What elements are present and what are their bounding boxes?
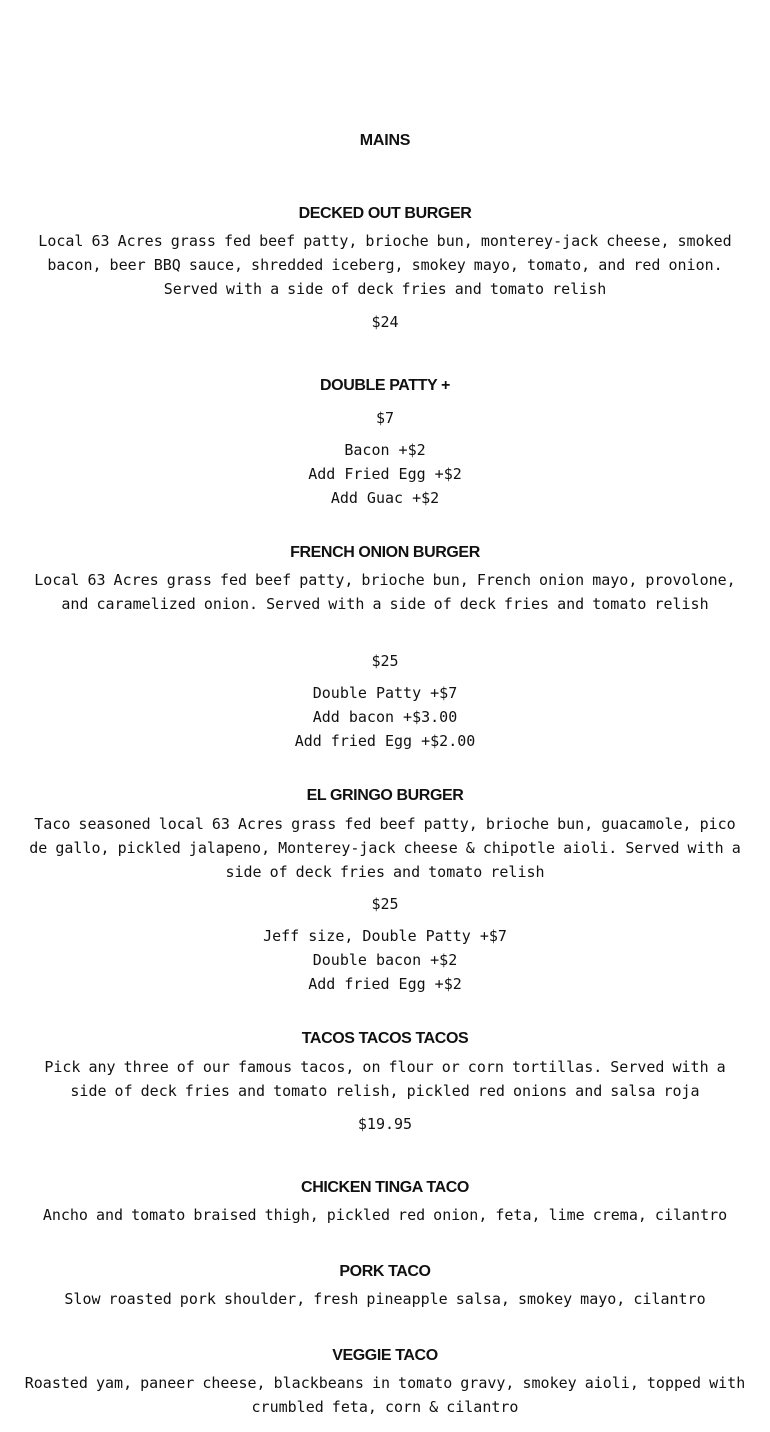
addon-line: Double Patty +$7: [312, 684, 458, 702]
item-description-decked-out-burger: Local 63 Acres grass fed beef patty, brioche bun, monterey-jack cheese, smoked bacon, beer BBQ sauce, shredded iceberg, smokey mayo, tomato, and red onion. Served with a side of deck fries and tomato relish: [38, 232, 732, 298]
item-price-french-onion-burger: $25: [371, 652, 399, 670]
addon-line: Double bacon +$2: [312, 951, 458, 969]
section-title: MAINS: [359, 132, 411, 149]
item-description-chicken-tinga-taco: Ancho and tomato braised thigh, pickled red onion, feta, lime crema, cilantro: [42, 1206, 728, 1224]
item-price-double-patty: $7: [375, 409, 395, 427]
addon-line: Add fried Egg +$2.00: [294, 732, 476, 750]
item-description-veggie-taco: Roasted yam, paneer cheese, blackbeans in tomato gravy, smokey aioli, topped with crumbled feta, corn & cilantro: [24, 1374, 746, 1416]
addon-line: Add Fried Egg +$2: [308, 465, 462, 483]
addon-line: Add Guac +$2: [330, 489, 440, 507]
item-title-chicken-tinga-taco: CHICKEN TINGA TACO: [301, 1179, 469, 1196]
item-title-double-patty: DOUBLE PATTY +: [320, 377, 450, 394]
item-price-el-gringo-burger: $25: [371, 895, 399, 913]
item-title-veggie-taco: VEGGIE TACO: [332, 1347, 438, 1364]
item-price-decked-out-burger: $24: [371, 313, 399, 331]
item-title-pork-taco: PORK TACO: [339, 1263, 431, 1280]
addon-line: Add bacon +$3.00: [312, 708, 458, 726]
item-description-tacos: Pick any three of our famous tacos, on flour or corn tortillas. Served with a side of deck fries and tomato relish, pickled red onions and salsa roja: [44, 1058, 726, 1100]
item-price-tacos: $19.95: [357, 1115, 413, 1133]
addon-line: Add fried Egg +$2: [308, 975, 462, 993]
item-title-decked-out-burger: DECKED OUT BURGER: [298, 205, 472, 222]
addon-line: Bacon +$2: [344, 441, 426, 459]
item-description-el-gringo-burger: Taco seasoned local 63 Acres grass fed beef patty, brioche bun, guacamole, pico de gallo, pickled jalapeno, Monterey-jack cheese & chipotle aioli. Served with a side of deck fries and tomato relish: [29, 815, 741, 881]
item-title-tacos: TACOS TACOS TACOS: [301, 1030, 469, 1047]
item-title-el-gringo-burger: EL GRINGO BURGER: [306, 787, 464, 804]
addon-line: Jeff size, Double Patty +$7: [263, 927, 507, 945]
item-description-pork-taco: Slow roasted pork shoulder, fresh pineapple salsa, smokey mayo, cilantro: [64, 1290, 706, 1308]
item-description-french-onion-burger: Local 63 Acres grass fed beef patty, brioche bun, French onion mayo, provolone, and caramelized onion. Served with a side of deck fries and tomato relish: [34, 571, 736, 613]
item-title-french-onion-burger: FRENCH ONION BURGER: [290, 544, 480, 561]
